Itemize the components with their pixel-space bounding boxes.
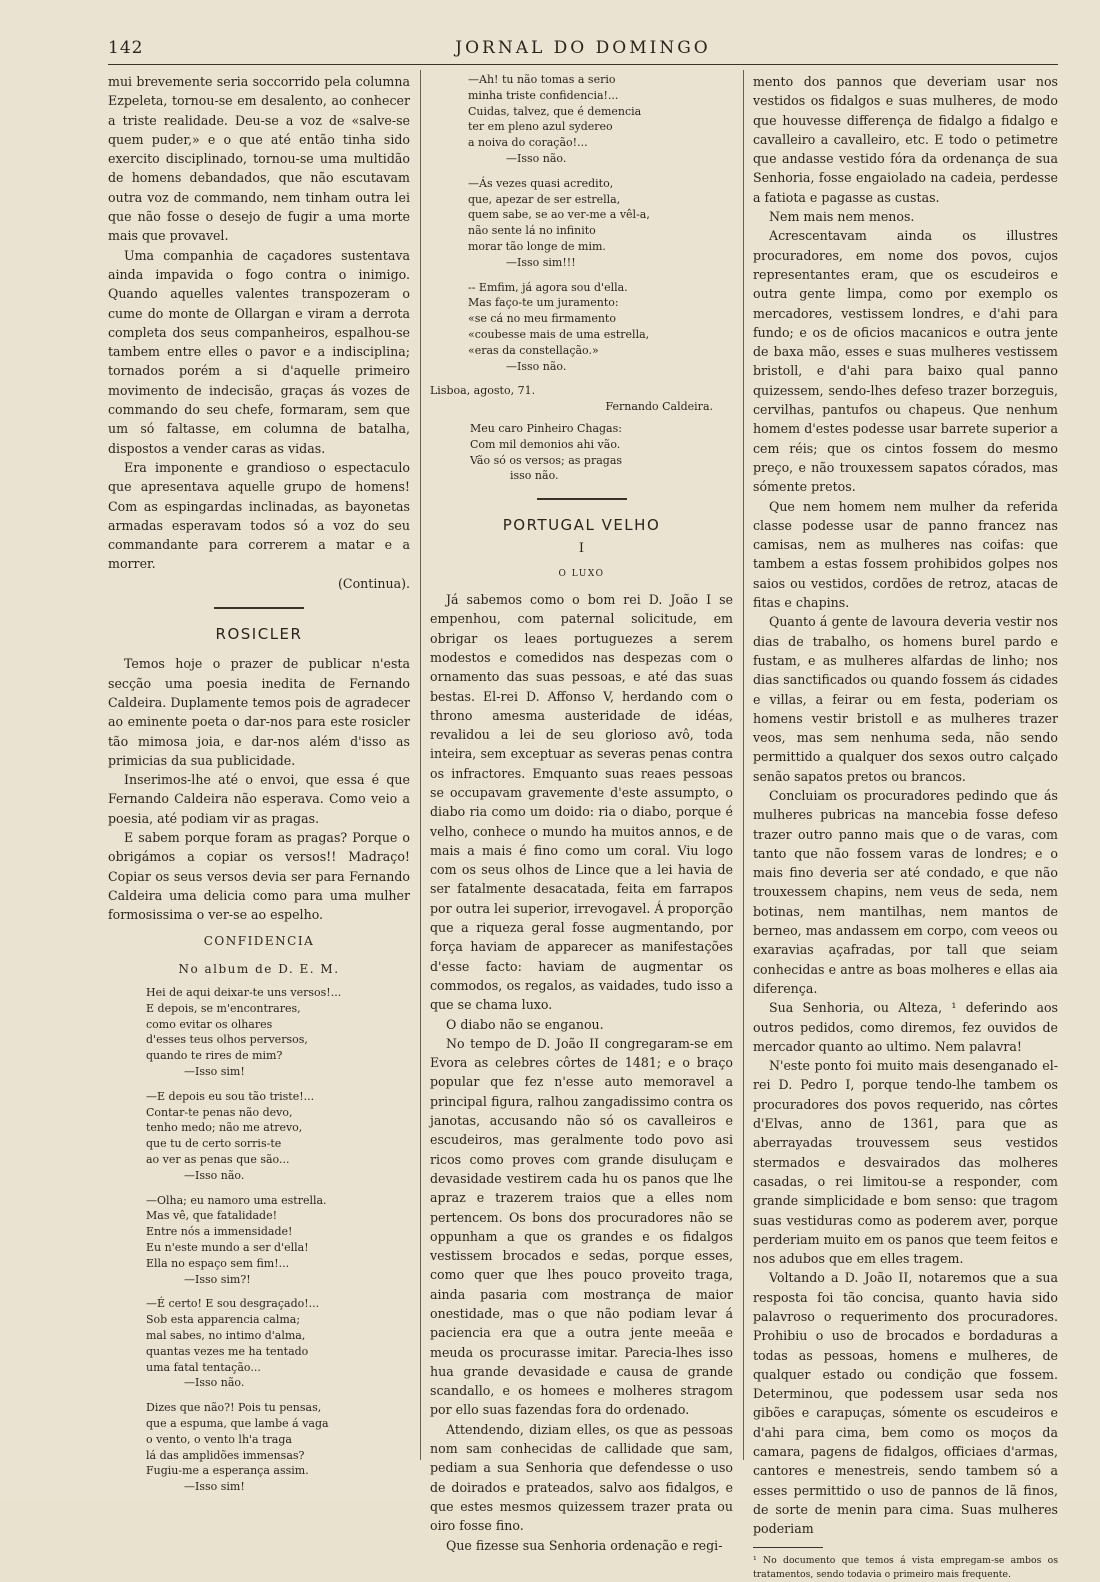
- poem-line: uma fatal tentação...: [146, 1360, 261, 1374]
- paragraph: O diabo não se enganou.: [446, 1016, 604, 1032]
- poem-line: ao ver as penas que são...: [146, 1153, 290, 1167]
- poem-line: Contar-te penas não devo,: [146, 1105, 293, 1119]
- poem-line: quando te rires de mim?: [146, 1049, 283, 1063]
- poem-line: lá das amplidões immensas?: [146, 1448, 305, 1462]
- poem-subtitle: No album de D. E. M.: [178, 961, 340, 976]
- paragraph: Concluiam os procuradores pedindo que ás mulheres pubricas na mancebia fosse defeso trazer outro panno mais que o de varas, com tanto que não fossem varas de londres; e o mais fino deveria ser até condado, e que não trouxessem chapins, nem veus de seda, nem botinas, nem mantilhas, nem mantos de berneo, mas andassem em corpo, com veeos ou exaravias açafradas, por tall que seiam conhecidas e antre as boas molheres e ellas aia diferença.: [753, 787, 1058, 996]
- paragraph: Attendendo, diziam elles, os que as pessoas nom sam conhecidas de callidade que sam, pediam a sua Senhoria que defendesse o uso de doirados e prateados, salvo aos fidalgos, e que estes mesmos quizessem trazer prata ou oiro fosse fino.: [430, 1421, 733, 1534]
- column-1: [108, 72, 410, 1494]
- poem-line: morar tão longe de mim.: [468, 239, 606, 253]
- column-divider: [743, 70, 744, 1460]
- section-separator: [214, 607, 304, 609]
- poem-continuation: [430, 72, 733, 374]
- paragraph: Era imponente e grandioso o espectaculo que apresentava aquelle grupo de homens! Com as espingardas inclinadas, as bayonetas armadas esperavam todos só a voz do seu commandante para correrem a matar e a morrer.: [108, 459, 410, 572]
- paragraph: E sabem porque foram as pragas? Porque o obrigámos a copiar os versos!! Madraço! Copiar os seus versos devia ser para Fernando Caldeira uma delicia como para uma mulher formosissima o ver-se ao espelho.: [108, 829, 410, 923]
- dateline: Lisboa, agosto, 71.: [430, 384, 536, 398]
- poem-stanza: [146, 1296, 410, 1391]
- poem-line: mal sabes, no intimo d'alma,: [146, 1329, 306, 1342]
- poem-line: como evitar os olhares: [146, 1017, 273, 1031]
- poem-line: que tu de certo sorris-te: [146, 1137, 282, 1151]
- envoi-line: Com mil demonios ahi vão.: [470, 437, 621, 451]
- section-number: I: [578, 541, 585, 557]
- poem-line: —E depois eu sou tão triste!...: [146, 1089, 315, 1103]
- paragraph: Acrescentavam ainda os illustres procuradores, em nome dos povos, cujos representantes eram, que os escudeiros e outra gente limpa, como por exemplo os mercadores, vestissem londres, e d'ahi para fundo; e os de oficios macanicos e outra jente de baxa mão, esses e suas mulheres vestissem bristoll, e d'ahi para baixo qual panno quizessem, sendo-lhes defeso trazer borzeguis, cervilhas, pantufos ou chapeus. Que nenhum homem d'estes podesse usar barrete superior a cem réis; que os cintos fossem do mesmo preço, e não trouxessem sapatos córados, mas sómente pretos.: [753, 228, 1058, 495]
- section-title-portugal-velho: PORTUGAL VELHO: [502, 516, 661, 535]
- section-separator: [537, 498, 627, 500]
- poem-stanza: [146, 1089, 410, 1184]
- poem-refrain: —Isso sim?!: [184, 1272, 251, 1286]
- poem: [108, 985, 410, 1495]
- poem-line: quem sabe, se ao ver-me a vêl-a,: [468, 208, 650, 222]
- poem-title: CONFIDENCIA: [203, 934, 315, 949]
- poem-refrain: —Isso não.: [184, 1168, 245, 1182]
- paragraph: Inserimos-lhe até o envoi, que essa é que Fernando Caldeira não esperava. Como veio a poesia, até podiam vir as pragas.: [108, 772, 410, 826]
- poem-line: —Ah! tu não tomas a serio: [468, 73, 616, 86]
- poem-stanza: [468, 72, 733, 167]
- poem-line: E depois, se m'encontrares,: [146, 1001, 301, 1015]
- poem-stanza: [146, 1193, 410, 1288]
- poem-line: Eu n'este mundo a ser d'ella!: [146, 1241, 309, 1255]
- paragraph: Temos hoje o prazer de publicar n'esta secção uma poesia inedita de Fernando Caldeira. Duplamente temos pois de agradecer ao eminente poeta o dar-nos para este rosicler tão mimosa joia, e dar-nos além d'isso as primicias da sua publicidade.: [108, 656, 410, 768]
- poem-line: Sob esta apparencia calma;: [146, 1313, 301, 1327]
- poem-line: -- Emfim, já agora sou d'ella.: [468, 280, 628, 294]
- column-2: [430, 72, 733, 1553]
- poem-stanza: [468, 280, 733, 375]
- envoi: [430, 421, 733, 484]
- poem-line: não sente lá no infinito: [468, 224, 596, 238]
- paragraph: Já sabemos como o bom rei D. João I se empenhou, com paternal solicitude, em obrigar os leaes portuguezes a serem modestos e comedidos nas despezas com o ornamento das suas pessoas, e até das suas bestas. El-rei D. Affonso V, herdando com o throno amesma austeridade de idéas, revalidou a lei de seu glorioso avô, toda inteira, sem exceptuar as severas penas contra os infractores. Emquanto suas reaes pessoas se occupavam gravemente d'este assumpto, o diabo ria como um doido: ria o diabo, porque é velho, conhece o mundo ha muitos annos, e de mais a mais é fino como um coral. Viu logo com os seus olhos de Lince que a lei havia de ser fatalmente desacatada, feita em farrapos por outra lei superior, irrevogavel. Á proporção que a riqueza geral fosse augmentando, por força haviam de apparecer as manifestações d'esse facto: haviam de augmentar os commodos, os regalos, as vaidades, tudo isso a que se chama luxo.: [430, 592, 733, 1013]
- column-3: [753, 72, 1058, 1580]
- poem-line: que a espuma, que lambe á vaga: [146, 1416, 329, 1430]
- poem-line: «eras da constellação.»: [468, 343, 599, 357]
- poem-line: Hei de aqui deixar-te uns versos!...: [146, 986, 342, 1000]
- header-rule: [108, 64, 1058, 65]
- poem-line: o vento, o vento lh'a traga: [146, 1432, 292, 1446]
- section-title-rosicler: ROSICLER: [215, 625, 303, 644]
- column-divider: [420, 70, 421, 1460]
- poem-line: tenho medo; não me atrevo,: [146, 1121, 303, 1135]
- paragraph: mui brevemente seria soccorrido pela columna Ezpeleta, tornou-se em desalento, ao conhecer a triste realidade. Deu-se a voz de «salve-se quem puder,» e o que até então tinha sido exercito disciplinado, tornou-se uma multidão de homens debandados, que não escutavam outra voz de commando, nem tinham outra lei que não fosse o desejo de fugir a uma morte mais que provavel.: [108, 74, 410, 244]
- poem-line: Fugiu-me a esperança assim.: [146, 1464, 309, 1478]
- paragraph: No tempo de D. João II congregaram-se em Evora as celebres côrtes de 1481; e o braço popular que fez n'esse auto memoravel a principal figura, ralhou zangadissimo contra os janotas, accusando não só os cavalleiros e escudeiros, mas geralmente todo povo asi ricos como proves com grande disuluçam e devasidade vestirem cada hu os panos que lhe apraz e trazerem traios que a elles nom pertencem. Os bons dos procuradores não se oppunham a que os grandes e os fidalgos vestissem brocados e sedas, porque esses, como quer que lhes pouco proveito traga, ainda pasaria com mostrança de maior onestidade, mas o que não podiam levar á paciencia era que a outra jente meeãa e meuda os procurasse imitar. Parecia-lhes isso hua grande devasidade e causa de grande scandallo, e os homees e molheres stragom por ello suas fazendas fora do ordenado.: [430, 1035, 733, 1418]
- footnote: ¹ No documento que temos á vista empregam-se ambos os tratamentos, sendo todavia o primeiro mais frequente.: [753, 1554, 1058, 1580]
- paragraph: Que nem homem nem mulher da referida classe podesse usar de panno francez nas camisas, nem as mulheres nas coifas: que tambem a estas fossem prohibidos golpes nos saios ou vestidos, cordões de retroz, atacas de fitas e chapins.: [753, 498, 1058, 611]
- poem-line: «coubesse mais de uma estrella,: [468, 327, 650, 341]
- poem-refrain: —Isso não.: [506, 151, 567, 165]
- paragraph: Uma companhia de caçadores sustentava ainda impavida o fogo contra o inimigo. Quando aquelles valentes transpozeram o cume do monte de Ollargan e viram a derrota completa dos seus companheiros, espalhou-se tambem entre elles o pavor e a indisciplina; tornados porém a si d'aquelle primeiro movimento de indecisão, graças ás vozes de commando do seu chefe, formaram, sem que um só faltasse, em columna de batalha, dispostos a vender caras as vidas.: [108, 247, 410, 456]
- poem-stanza: [468, 176, 733, 271]
- paragraph: Quanto á gente de lavoura deveria vestir nos dias de trabalho, os homens burel pardo e fustam, e as mulheres alfardas de linho; nos dias sanctificados ou quando fossem ás cidades e villas, a feirar ou em festa, poderiam os homens vestir bristoll e as mulheres trazer veos, mas sem nenhuma seda, não sendo permittido a qualquer dos sexos outro calçado senão sapatos pretos ou brancos.: [753, 614, 1058, 784]
- continua-note: (Continua).: [338, 575, 410, 591]
- envoi-line: isso não.: [510, 469, 559, 483]
- poem-line: quantas vezes me ha tentado: [146, 1344, 309, 1358]
- poem-line: d'esses teus olhos perversos,: [146, 1033, 308, 1047]
- poem-line: —É certo! E sou desgraçado!...: [146, 1297, 320, 1311]
- signature: Fernando Caldeira.: [605, 400, 713, 414]
- poem-line: Cuidas, talvez, que é demencia: [468, 104, 642, 118]
- journal-title: JORNAL DO DOMINGO: [455, 38, 711, 58]
- poem-refrain: —Isso não.: [184, 1376, 245, 1390]
- poem-line: Mas vê, que fatalidade!: [146, 1209, 278, 1223]
- poem-line: Entre nós a immensidade!: [146, 1225, 293, 1239]
- poem-line: Dizes que não?! Pois tu pensas,: [146, 1401, 322, 1415]
- poem-refrain: —Isso não.: [506, 359, 567, 373]
- page-number: 142: [108, 38, 144, 58]
- section-subtitle: O LUXO: [558, 568, 605, 579]
- poem-line: Mas faço-te um juramento:: [468, 296, 619, 310]
- paragraph: Nem mais nem menos.: [769, 209, 915, 225]
- poem-line: «se cá no meu firmamento: [468, 312, 616, 326]
- footnote-rule: [753, 1547, 823, 1548]
- poem-line: minha triste confidencia!...: [468, 88, 619, 102]
- poem-stanza: [146, 985, 410, 1080]
- paragraph: Voltando a D. João II, notaremos que a sua resposta foi tão concisa, quanto havia sido palavroso o requerimento dos procuradores. Prohibiu o uso de brocados e bordaduras a todas as pessoas, homens e mulheres, de qualquer estado ou condição que fossem. Determinou, que podessem usar seda nos gibões e carapuças, sómente os escudeiros e d'ahi para cima, bem como os moços da camara, pagens de fidalgos, officiaes d'armas, cantores e menestreis, sendo tambem só a esses permittido o uso de pannos de lã finos, de sorte de menin para cima. Suas mulheres poderiam: [753, 1270, 1058, 1537]
- poem-line: que, apezar de ser estrella,: [468, 192, 621, 206]
- poem-stanza: [146, 1400, 410, 1495]
- poem-refrain: —Isso sim!!!: [506, 255, 576, 269]
- poem-line: ter em pleno azul sydereo: [468, 120, 613, 134]
- paragraph: mento dos pannos que deveriam usar nos vestidos os fidalgos e suas mulheres, de modo que houvesse differença de fidalgo a fidalgo e cavalleiro a cavalleiro, etc. E todo o petimetre que andasse vestido fóra da ordenança de sua Senhoria, fosse engaiolado na cadeia, perdesse a fatiota e pagasse as custas.: [753, 74, 1058, 205]
- paragraph: Que fizesse sua Senhoria ordenação e regi-: [446, 1537, 723, 1553]
- poem-line: Ella no espaço sem fim!...: [146, 1256, 290, 1270]
- envoi-line: Vão só os versos; as pragas: [470, 453, 623, 467]
- paragraph: Sua Senhoria, ou Alteza, ¹ deferindo aos outros pedidos, como diremos, fez ouvidos de mercador quanto ao ultimo. Nem palavra!: [753, 1000, 1058, 1054]
- poem-line: a noiva do coração!...: [468, 136, 588, 150]
- poem-refrain: —Isso sim!: [184, 1065, 245, 1079]
- poem-line: —Ás vezes quasi acredito,: [468, 176, 614, 190]
- paragraph: N'este ponto foi muito mais desenganado el-rei D. Pedro I, porque tendo-lhe tambem os procuradores dos povos requerido, nas côrtes d'Elvas, anno de 1361, para que as aberrayadas trouvessem seus vestidos stermados e desvairados das molheres casadas, o rei limitou-se a responder, com grande simplicidade e bom senso: que tragom suas vestiduras como as poderem aver, porque perderiam muito em os panos que teem feitos e nos adubos que em elles tragem.: [753, 1058, 1058, 1267]
- poem-line: —Olha; eu namoro uma estrella.: [146, 1193, 327, 1207]
- envoi-line: Meu caro Pinheiro Chagas:: [470, 421, 622, 435]
- poem-refrain: —Isso sim!: [184, 1480, 245, 1494]
